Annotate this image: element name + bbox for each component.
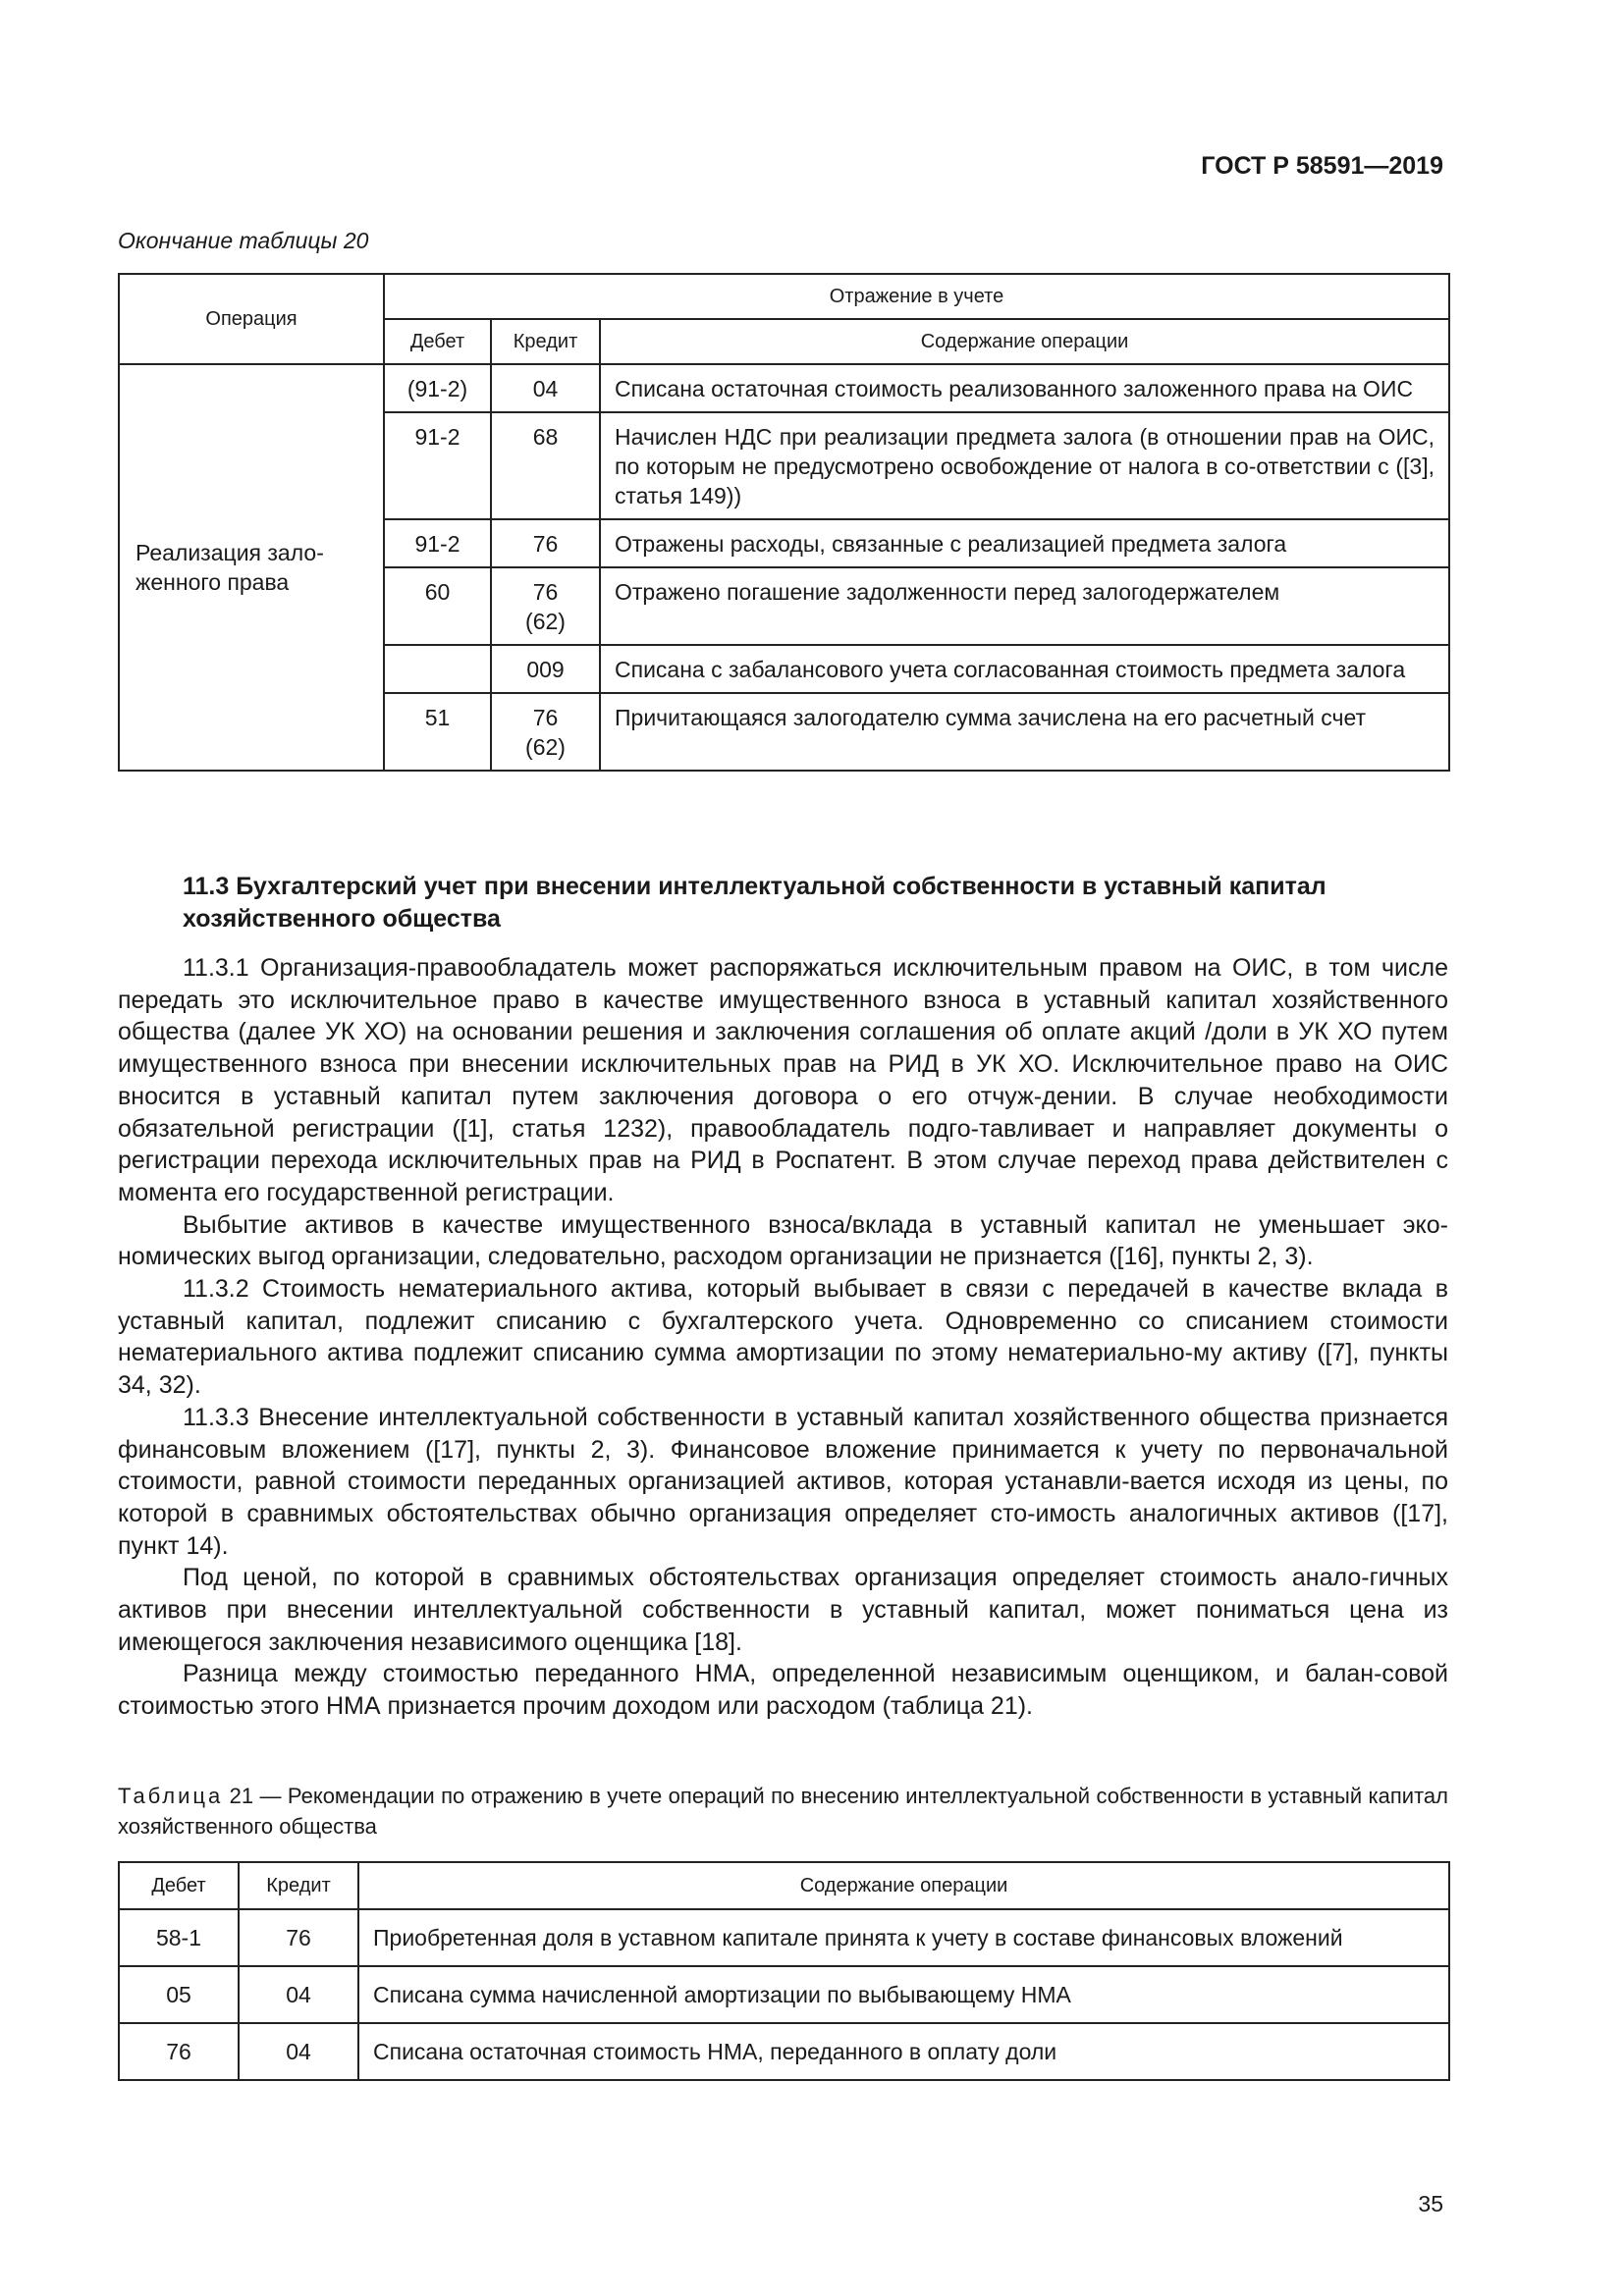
header-content: Содержание операции xyxy=(600,319,1449,364)
header-debit: Дебет xyxy=(384,319,491,364)
credit-cell: 76 (62) xyxy=(491,567,600,645)
debit-cell: 60 xyxy=(384,567,491,645)
debit-cell: 58-1 xyxy=(119,1909,239,1966)
table-20 xyxy=(118,273,1450,772)
paragraph: 11.3.3 Внесение интеллектуальной собственности в уставный капитал хозяйственного общества признается финансовым вложением ([17], пункты 2, 3). Финансовое вложение принимается к учету по первоначальной стоимости, равной стоимости переданных организацией активов, которая устанавли-вается исходя из цены, по которой в сравнимых обстоятельствах обычно организация определяет сто-имость аналогичных активов ([17], пункт 14). xyxy=(118,1403,1448,1560)
table-caption-label: Таблица xyxy=(118,1784,224,1808)
document-code: ГОСТ Р 58591—2019 xyxy=(1201,152,1443,180)
table-row xyxy=(119,1966,1449,2023)
content-cell: Списана сумма начисленной амортизации по выбывающему НМА xyxy=(358,1966,1449,2023)
header-operation: Операция xyxy=(119,274,384,364)
content-cell: Отражено погашение задолженности перед залогодержателем xyxy=(600,567,1449,645)
credit-cell: 04 xyxy=(239,2023,358,2080)
content-cell: Причитающаяся залогодателю сумма зачислена на его расчетный счет xyxy=(600,693,1449,771)
credit-cell: 68 xyxy=(491,412,600,519)
debit-cell: 51 xyxy=(384,693,491,771)
paragraph: Разница между стоимостью переданного НМА, определенной независимым оценщиком, и балан-совой стоимостью этого НМА признается прочим доходом или расходом (таблица 21). xyxy=(118,1660,1448,1721)
table-21 xyxy=(118,1861,1450,2081)
credit-cell: 76 (62) xyxy=(491,693,600,771)
section-body xyxy=(118,952,1448,1723)
credit-cell: 76 xyxy=(239,1909,358,1966)
credit-cell: 76 xyxy=(491,519,600,567)
table-caption-text: 21 — Рекомендации по отражению в учете операций по внесению интеллектуальной собственности в уставный капитал хозяйственного общества xyxy=(118,1784,1448,1839)
table-row xyxy=(119,364,1449,412)
header-content: Содержание операции xyxy=(358,1862,1449,1909)
debit-cell: 05 xyxy=(119,1966,239,2023)
debit-cell: 91-2 xyxy=(384,412,491,519)
content-cell: Списана остаточная стоимость реализованного заложенного права на ОИС xyxy=(600,364,1449,412)
header-reflection: Отражение в учете xyxy=(384,274,1449,319)
table-header-row xyxy=(119,1862,1449,1909)
table-row xyxy=(119,2023,1449,2080)
table-20-continuation-caption: Окончание таблицы 20 xyxy=(118,228,369,253)
credit-cell: 04 xyxy=(491,364,600,412)
debit-cell: (91-2) xyxy=(384,364,491,412)
debit-cell xyxy=(384,645,491,693)
paragraph: Выбытие активов в качестве имущественного взноса/вклада в уставный капитал не уменьшает эко-номических выгод организации, следовательно, расходом организации не признается ([16], пункты 2, 3). xyxy=(118,1210,1448,1271)
table-row xyxy=(119,1909,1449,1966)
table-header-row xyxy=(119,274,1449,319)
page-number: 35 xyxy=(1418,2191,1443,2216)
header-credit: Кредит xyxy=(239,1862,358,1909)
operation-cell: Реализация зало- женного права xyxy=(119,364,384,771)
section-heading: 11.3 Бухгалтерский учет при внесении интеллектуальной собственности в уставный капитал хозяйственного общества xyxy=(183,873,1326,933)
header-credit: Кредит xyxy=(491,319,600,364)
content-cell: Приобретенная доля в уставном капитале принята к учету в составе финансовых вложений xyxy=(358,1909,1449,1966)
credit-cell: 04 xyxy=(239,1966,358,2023)
debit-cell: 76 xyxy=(119,2023,239,2080)
paragraph: 11.3.1 Организация-правообладатель может распоряжаться исключительным правом на ОИС, в том числе передать это исключительное право в качестве имущественного взноса в уставный капитал хозяйственного общества (далее УК ХО) на основании решения и заключения соглашения об оплате акций /доли в УК ХО путем имущественного взноса при внесении исключительных прав на РИД в УК ХО. Исключительное право на ОИС вносится в уставный капитал путем заключения договора о его отчуж-дении. В случае необходимости обязательной регистрации ([1], статья 1232), правообладатель подго-тавливает и направляет документы о регистрации перехода исключительных прав на РИД в Роспатент. В этом случае переход права действителен с момента его государственной регистрации. xyxy=(118,954,1448,1206)
content-cell: Списана остаточная стоимость НМА, переданного в оплату доли xyxy=(358,2023,1449,2080)
credit-cell: 009 xyxy=(491,645,600,693)
table-21-caption xyxy=(118,1781,1448,1842)
content-cell: Начислен НДС при реализации предмета залога (в отношении прав на ОИС, по которым не предусмотрено освобождение от налога в со-ответствии с ([3], статья 149)) xyxy=(600,412,1449,519)
paragraph: 11.3.2 Стоимость нематериального актива, который выбывает в связи с передачей в качестве вклада в уставный капитал, подлежит списанию с бухгалтерского учета. Одновременно со списанием стоимости нематериального актива подлежит списанию сумма амортизации по этому нематериально-му активу ([7], пункты 34, 32). xyxy=(118,1275,1448,1400)
paragraph: Под ценой, по которой в сравнимых обстоятельствах организация определяет стоимость анало-гичных активов при внесении интеллектуальной собственности в уставный капитал, может пониматься цена из имеющегося заключения независимого оценщика [18]. xyxy=(118,1564,1448,1656)
content-cell: Отражены расходы, связанные с реализацией предмета залога xyxy=(600,519,1449,567)
debit-cell: 91-2 xyxy=(384,519,491,567)
header-debit: Дебет xyxy=(119,1862,239,1909)
content-cell: Списана с забалансового учета согласованная стоимость предмета залога xyxy=(600,645,1449,693)
